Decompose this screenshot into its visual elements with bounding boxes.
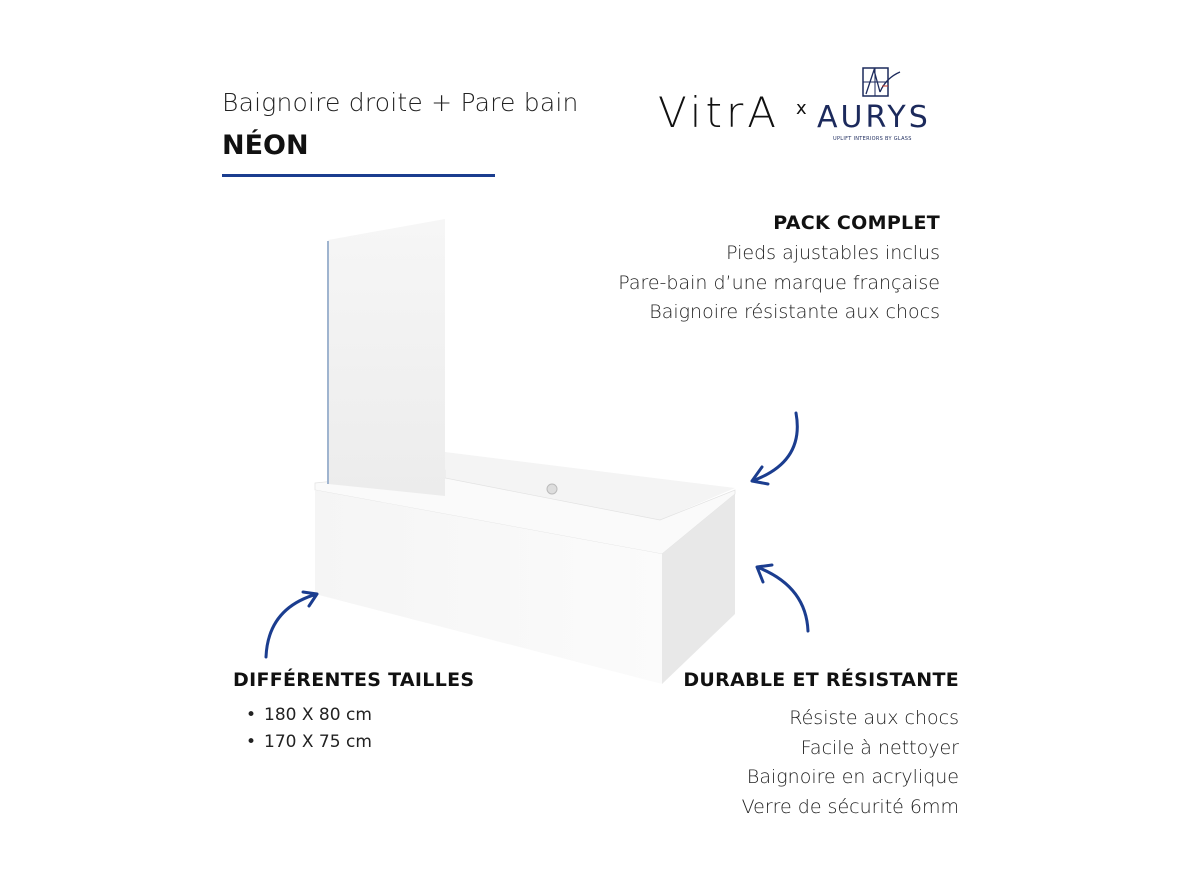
arrow-to-side-icon (757, 565, 808, 631)
arrow-to-front-icon (266, 592, 317, 657)
durable-heading: DURABLE ET RÉSISTANTE (683, 669, 959, 691)
sizes-heading: DIFFÉRENTES TAILLES (233, 669, 475, 691)
aurys-tagline: UPLIFT INTERIORS BY GLASS (833, 136, 912, 142)
aurys-logo: AURYS (817, 100, 931, 135)
arrow-to-rim-icon (752, 413, 797, 484)
size-item: • 180 X 80 cm (246, 705, 372, 732)
pack-heading: PACK COMPLET (773, 212, 940, 234)
durable-line: Facile à nettoyer (800, 737, 959, 759)
sizes-list (246, 705, 372, 752)
logo-separator: x (796, 98, 807, 119)
size-item: • 170 X 75 cm (246, 732, 372, 752)
durable-line: Verre de sécurité 6mm (741, 796, 959, 818)
pack-line: Pieds ajustables inclus (726, 242, 940, 264)
pack-line: Pare-bain d’une marque française (618, 272, 940, 294)
product-name: NÉON (222, 130, 309, 161)
pack-line: Baignoire résistante aux chocs (649, 301, 940, 323)
page-title: Baignoire droite + Pare bain (222, 88, 579, 117)
durable-line: Baignoire en acrylique (746, 766, 959, 788)
vitra-logo: VitrA (658, 88, 780, 137)
durable-line: Résiste aux chocs (789, 707, 959, 729)
